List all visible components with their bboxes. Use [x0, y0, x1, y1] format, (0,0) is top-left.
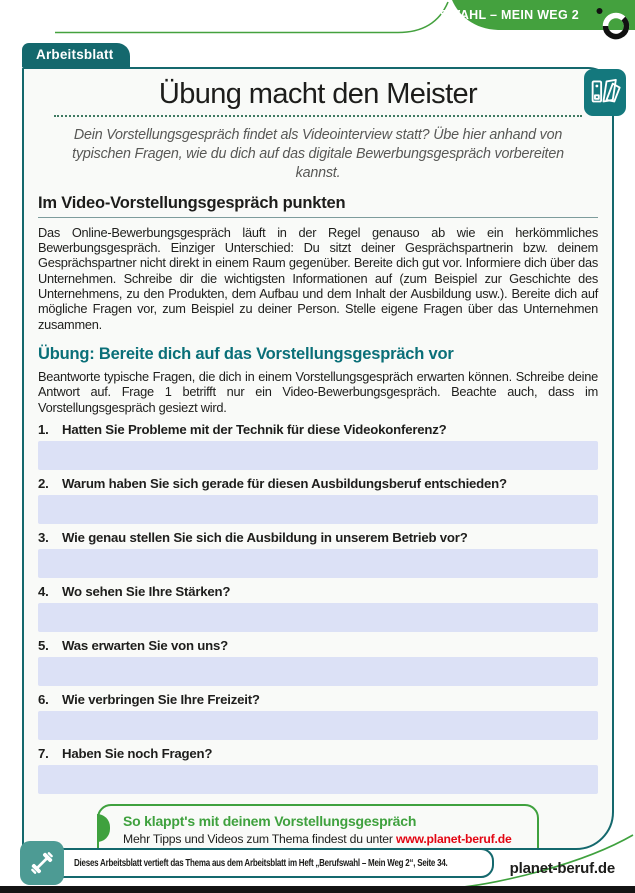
- brand-planet-beruf: planet-beruf.de: [509, 860, 615, 877]
- question-label: [38, 530, 598, 545]
- answer-field[interactable]: [38, 441, 598, 470]
- answer-field[interactable]: [38, 603, 598, 632]
- answer-field[interactable]: [38, 711, 598, 740]
- question-number: 4.: [38, 584, 49, 600]
- question-row: [38, 692, 598, 740]
- dotted-divider: [54, 115, 582, 117]
- section-heading: Im Video-Vorstellungsgespräch punkten: [38, 194, 598, 218]
- question-text: Was erwarten Sie von uns?: [62, 638, 228, 654]
- exercise-instructions: Beantworte typische Fragen, die dich in einem Vorstellungsgespräch erwarten können. Schreibe deine Antwort auf. Frage 1 betrifft nur ein Video-Bewerbungsgespräch. Beachte auch, dass im Vorstellungsgespräch gesiezt wird.: [38, 368, 598, 415]
- answer-field[interactable]: [38, 765, 598, 794]
- question-label: [38, 584, 598, 599]
- question-number: 1.: [38, 422, 49, 438]
- question-text: Warum haben Sie sich gerade für diesen Ausbildungsberuf entschieden?: [62, 476, 507, 492]
- tip-bump-icon: [97, 814, 110, 842]
- question-number: 2.: [38, 476, 49, 492]
- question-text: Hatten Sie Probleme mit der Technik für diese Videokonferenz?: [62, 422, 447, 438]
- header-banner-shape: [0, 0, 635, 46]
- question-label: [38, 746, 598, 761]
- dumbbell-icon: [20, 841, 64, 885]
- question-number: 5.: [38, 638, 49, 654]
- question-row: [38, 638, 598, 686]
- question-text: Haben Sie noch Fragen?: [62, 746, 213, 762]
- question-row: [38, 422, 598, 470]
- question-row: [38, 584, 598, 632]
- answer-field[interactable]: [38, 657, 598, 686]
- tip-heading: So klappt's mit deinem Vorstellungsgespräch: [123, 813, 417, 830]
- tip-text-prefix: Mehr Tipps und Videos zum Thema findest du unter: [123, 832, 393, 847]
- question-number: 3.: [38, 530, 49, 546]
- question-label: [38, 476, 598, 491]
- worksheet-sheet: [22, 67, 614, 850]
- question-text: Wie verbringen Sie Ihre Freizeit?: [62, 692, 260, 708]
- question-row: [38, 746, 598, 794]
- question-label: [38, 692, 598, 707]
- question-label: [38, 422, 598, 437]
- banner-title: BERUFSWAHL – MEIN WEG 2: [395, 8, 579, 22]
- intro-text: Dein Vorstellungsgespräch findet als Videointerview statt? Übe hier anhand von typischen Fragen, wie du dich auf das digitale Bewerbungsgespräch vorbereiten kannst.: [72, 127, 564, 181]
- link-planet-beruf-url[interactable]: www.planet-beruf.de: [395, 832, 512, 847]
- footer-note-text: Dieses Arbeitsblatt vertieft das Thema aus dem Arbeitsblatt im Heft „Berufswahl – Mein Weg 2“, Seite 34.: [74, 857, 448, 869]
- planet-beruf-ring-logo-icon: [592, 3, 634, 45]
- question-number: 7.: [38, 746, 49, 762]
- binder-documents-icon: [584, 69, 626, 116]
- section-body: Das Online-Bewerbungsgespräch läuft in der Regel genauso ab wie ein herkömmliches Bewerbungsgespräch. Einziger Unterschied: Du sitzt deiner Gesprächspartnerin bzw. deinem Gesprächspartner nicht direkt in einem Raum gegenüber. Bereite dich gut vor. Informiere dich über das Unternehmen. Schreibe dir die wichtigsten Informationen auf (zum Beispiel zur Geschichte des Unternehmens, zu den Produkten, dem Aufbau und dem Inhalt der Ausbildung usw.). Bereite dich auf mögliche Fragen vor, zum Beispiel zu deiner Person. Stelle eigene Fragen über das Unternehmen zusammen.: [38, 224, 598, 332]
- footer-note: [44, 848, 494, 878]
- question-row: [38, 530, 598, 578]
- question-number: 6.: [38, 692, 49, 708]
- answer-field[interactable]: [38, 549, 598, 578]
- tab-arbeitsblatt: Arbeitsblatt: [22, 43, 130, 67]
- question-row: [38, 476, 598, 524]
- question-text: Wo sehen Sie Ihre Stärken?: [62, 584, 231, 600]
- page-title: Übung macht den Meister: [158, 78, 478, 110]
- exercise-heading: Übung: Bereite dich auf das Vorstellungsgespräch vor: [38, 344, 454, 363]
- question-label: [38, 638, 598, 653]
- answer-field[interactable]: [38, 495, 598, 524]
- bottom-edge-bar: [0, 886, 635, 893]
- question-list: [38, 422, 598, 794]
- question-text: Wie genau stellen Sie sich die Ausbildung in unserem Betrieb vor?: [62, 530, 468, 546]
